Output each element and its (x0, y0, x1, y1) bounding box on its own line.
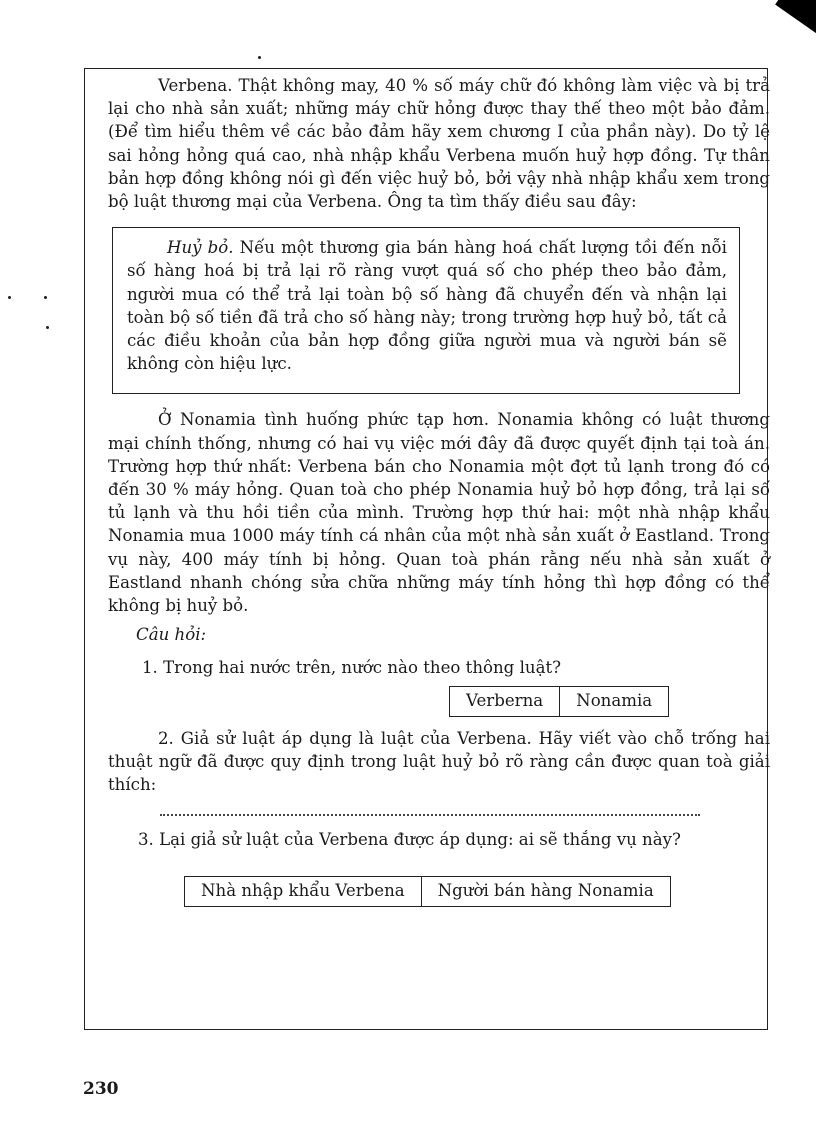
scan-speck (44, 296, 47, 299)
law-excerpt (127, 236, 727, 375)
page-content (108, 74, 770, 907)
answer-blank-line[interactable] (160, 806, 700, 816)
nonamia-paragraph: Ở Nonamia tình huống phức tạp hơn. Nonamia không có luật thương mại chính thống, nhưng có hai vụ việc mới đây đã được quyết định tại toà án. Trường hợp thứ nhất: Verbena bán cho Nonamia một đợt tủ lạnh trong đó có đến 30 % máy hỏng. Quan toà cho phép Nonamia huỷ bỏ hợp đồng, trả lại số tủ lạnh và thu hồi tiền của mình. Trường hợp thứ hai: một nhà nhập khẩu Nonamia mua 1000 máy tính cá nhân của một nhà sản xuất ở Eastland. Trong vụ này, 400 máy tính bị hỏng. Quan toà phán rằng nếu nhà sản xuất ở Eastland nhanh chóng sửa chữa những máy tính hỏng thì hợp đồng có thể không bị huỷ bỏ. (108, 410, 770, 616)
option-verbena-importer[interactable]: Nhà nhập khẩu Verbena (185, 877, 422, 906)
question-3: 3. Lại giả sử luật của Verbena được áp dụng: ai sẽ thắng vụ này? (138, 830, 681, 850)
page-corner-shadow (775, 0, 816, 45)
option-nonamia[interactable]: Nonamia (576, 690, 653, 710)
page-number: 230 (83, 1079, 119, 1099)
questions-label: Câu hỏi: (136, 625, 207, 645)
law-body: Nếu một thương gia bán hàng hoá chất lượng tồi đến nỗi số hàng hoá bị trả lại rõ ràng vượt quá số cho phép theo bảo đảm, người mua có thể trả lại toàn bộ số hàng đã chuyển đến và nhận lại toàn bộ số tiền đã trả cho số hàng này; trong trường hợp huỷ bỏ, tất cả các điều khoản của bản hợp đồng giữa người mua và người bán sẽ không còn hiệu lực. (127, 238, 727, 374)
law-title: Huỷ bỏ. (167, 238, 234, 258)
law-excerpt-box (112, 227, 740, 394)
intro-paragraph: Verbena. Thật không may, 40 % số máy chữ đó không làm việc và bị trả lại cho nhà sản xuất; những máy chữ hỏng được thay thế theo một bảo đảm. (Để tìm hiểu thêm về các bảo đảm hãy xem chương I của phần này). Do tỷ lệ sai hỏng hỏng quá cao, nhà nhập khẩu Verbena muốn huỷ hợp đồng. Tự thân bản hợp đồng không nói gì đến việc huỷ bỏ, bởi vậy nhà nhập khẩu xem trong bộ luật thương mại của Verbena. Ông ta tìm thấy điều sau đây: (108, 76, 770, 212)
question-3-options (184, 876, 671, 907)
question-1: 1. Trong hai nước trên, nước nào theo thông luật? (142, 658, 562, 678)
scan-speck (46, 326, 49, 329)
scan-speck (258, 56, 261, 59)
option-nonamia-seller[interactable]: Người bán hàng Nonamia (437, 880, 654, 900)
option-verberna[interactable]: Verberna (450, 687, 560, 716)
question-2: 2. Giả sử luật áp dụng là luật của Verbena. Hãy viết vào chỗ trống hai thuật ngữ đã được quy định trong luật huỷ bỏ rõ ràng cần được quan toà giải thích: (108, 728, 770, 795)
question-1-options (449, 686, 669, 717)
scan-speck (8, 296, 11, 299)
